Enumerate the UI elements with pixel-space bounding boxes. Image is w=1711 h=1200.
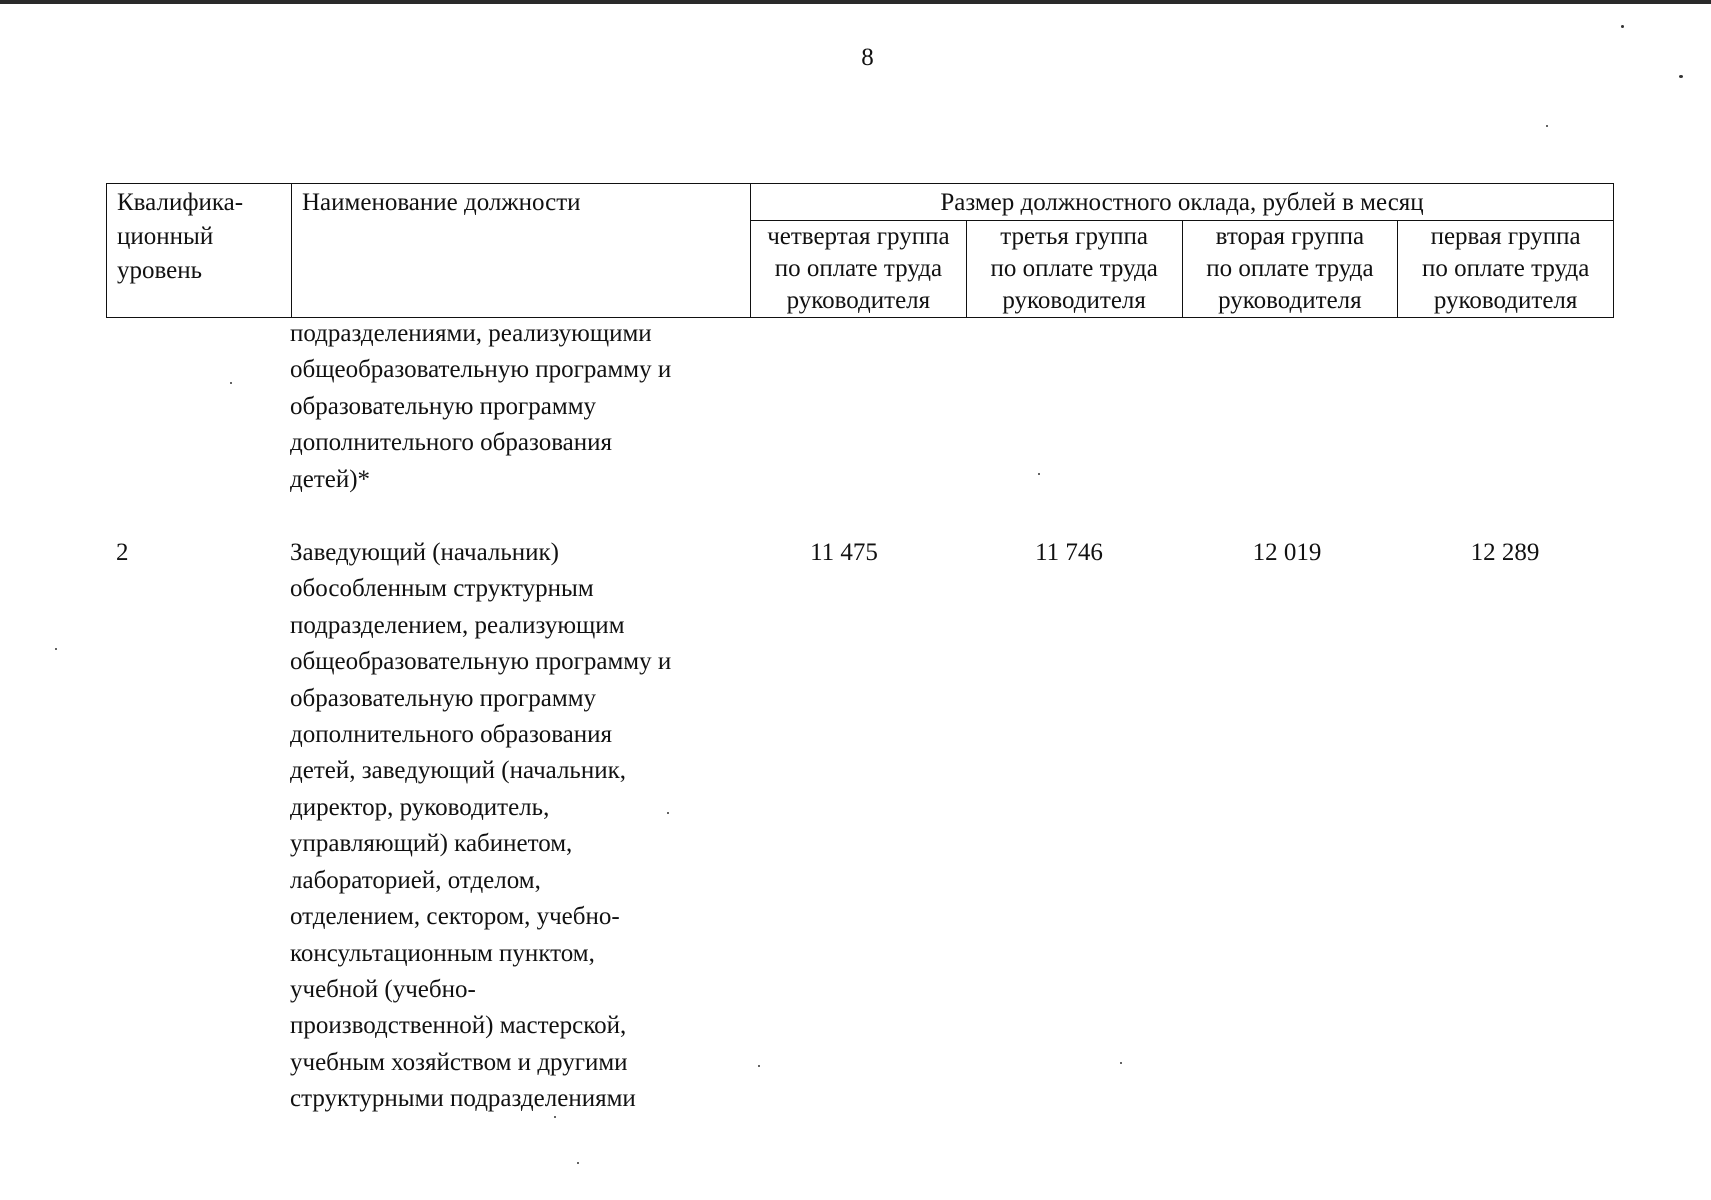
header-group-3 (966, 221, 1182, 318)
scan-speck (758, 1065, 760, 1067)
header-qualification-level (107, 184, 292, 318)
position-line: структурными подразделениями (290, 1085, 636, 1113)
scan-top-edge (0, 0, 1711, 4)
salary-group-2-value: 12 019 (1252, 539, 1322, 567)
continued-line: дополнительного образования (290, 429, 613, 457)
header-position-name-text: Наименование должности (302, 189, 581, 216)
salary-table-body (106, 316, 1614, 1118)
header-group-4 (751, 221, 967, 318)
position-line: производственной) мастерской, (290, 1012, 627, 1040)
position-line: управляющий) кабинетом, (290, 830, 573, 858)
scan-speck (667, 812, 669, 814)
scan-speck (1621, 25, 1624, 28)
header-qualification-level-text: Квалифика- ционный уровень (117, 189, 244, 284)
position-line: лабораторией, отделом, (290, 866, 541, 894)
salary-table-header (106, 183, 1614, 318)
row-position-name (290, 535, 738, 1118)
page-number: 8 (861, 44, 874, 71)
salary-group-4-value: 11 475 (810, 539, 878, 567)
header-group-1 (1398, 221, 1614, 318)
row-qualification-level: 2 (116, 539, 129, 567)
header-salary-caption (751, 184, 1614, 221)
position-line: общеобразовательную программу и (290, 648, 672, 676)
table-row (106, 535, 1614, 1118)
header-group-3-text: третья группа по оплате труда руководителя (990, 223, 1158, 314)
header-position-name (292, 184, 751, 318)
continued-line: детей)* (290, 465, 371, 493)
header-group-1-text: первая группа по оплате труда руководителя (1421, 223, 1590, 314)
header-group-2 (1182, 221, 1398, 318)
header-group-2-text: вторая группа по оплате труда руководителя (1206, 223, 1374, 314)
position-line: Заведующий (начальник) (290, 539, 559, 567)
scan-speck (1038, 473, 1040, 475)
table-row-continued (106, 316, 1614, 498)
position-line: обособленным структурным (290, 575, 594, 603)
scan-speck (554, 1116, 556, 1118)
scan-speck (577, 1162, 579, 1164)
position-line: образовательную программу (290, 684, 597, 712)
scan-speck (55, 648, 57, 650)
position-line: детей, заведующий (начальник, (290, 757, 626, 785)
continued-line: образовательную программу (290, 392, 597, 420)
position-line: учебной (учебно- (290, 975, 476, 1003)
header-salary-caption-text: Размер должностного оклада, рублей в месяц (940, 189, 1424, 216)
position-line: учебным хозяйством и другими (290, 1048, 628, 1076)
position-line: подразделением, реализующим (290, 611, 625, 639)
position-line: отделением, сектором, учебно- (290, 903, 620, 931)
position-line: консультационным пунктом, (290, 939, 595, 967)
scan-speck (1546, 125, 1548, 127)
continued-line: подразделениями, реализующими (290, 320, 652, 347)
scan-speck (1120, 1062, 1122, 1064)
salary-group-3-value: 11 746 (1035, 539, 1103, 567)
salary-group-1-value: 12 289 (1470, 539, 1540, 567)
scan-speck (230, 382, 232, 384)
continued-position-name (290, 316, 738, 498)
header-group-4-text: четвертая группа по оплате труда руководителя (767, 223, 950, 314)
position-line: директор, руководитель, (290, 793, 550, 821)
scan-speck (1679, 75, 1683, 78)
position-line: дополнительного образования (290, 721, 613, 749)
continued-line: общеобразовательную программу и (290, 356, 672, 384)
